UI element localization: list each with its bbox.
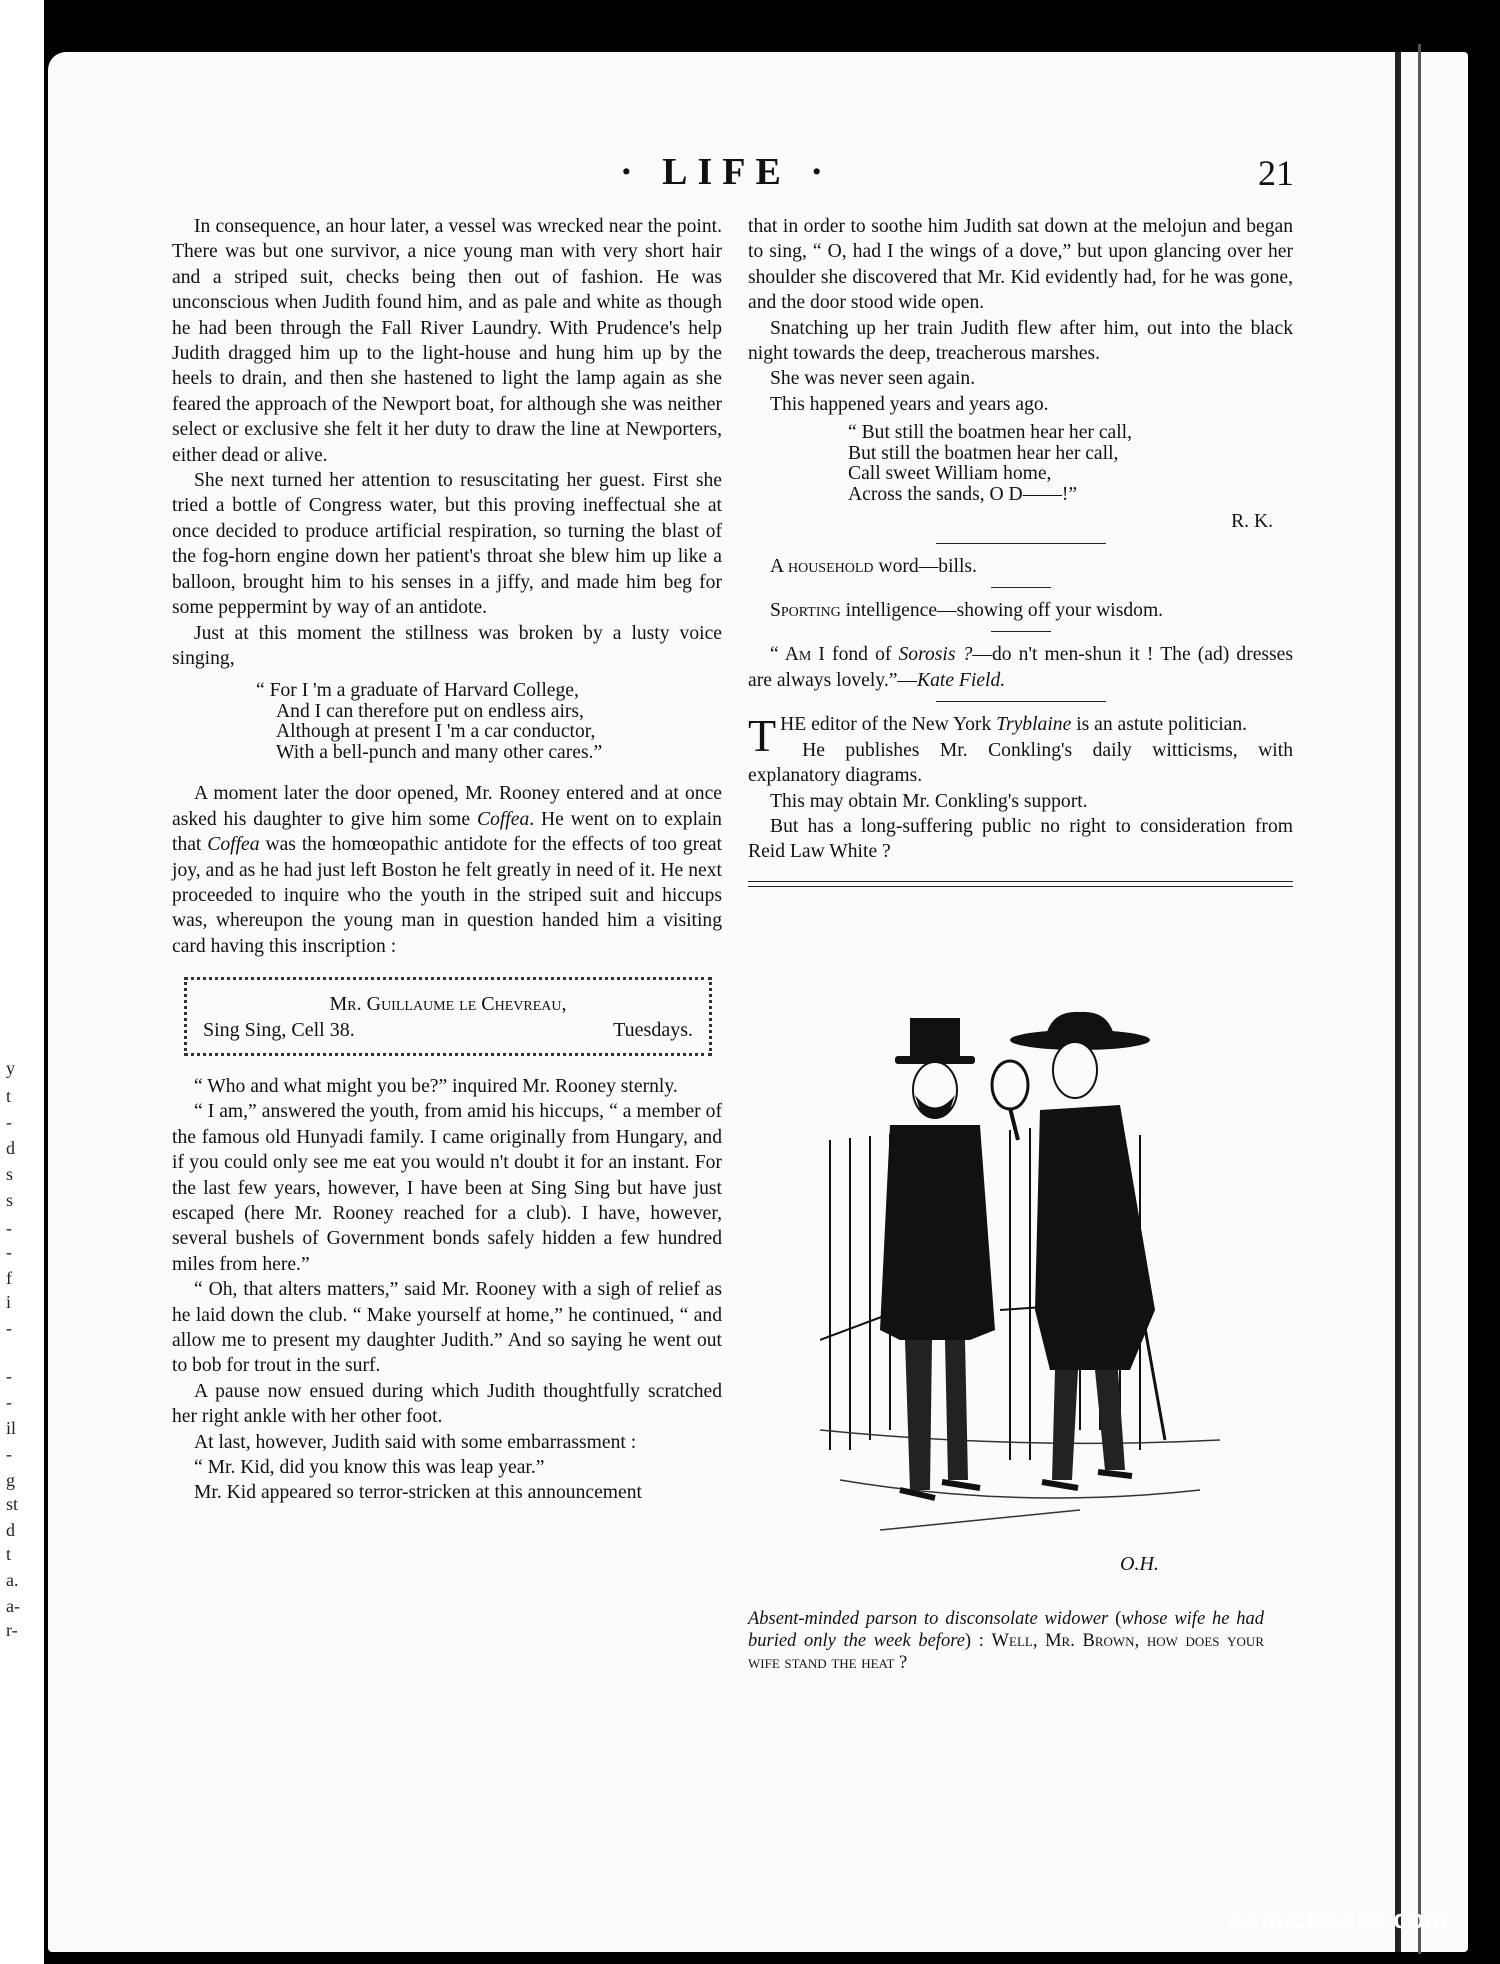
divider-rule bbox=[936, 701, 1106, 702]
paragraph: Snatching up her train Judith flew after him, out into the black night towards the deep, treacherous marshes. bbox=[748, 317, 1293, 365]
caption-aside: whose wife he had buried only the week before bbox=[748, 1609, 1264, 1651]
quote-author: Kate Field. bbox=[917, 669, 1006, 691]
verse-line: Although at present I 'm a car conductor, bbox=[276, 721, 596, 743]
verse-line: And I can therefore put on endless airs, bbox=[276, 700, 584, 722]
visiting-card bbox=[184, 977, 712, 1056]
margin-fragment: - bbox=[6, 1318, 12, 1338]
song-verse bbox=[256, 681, 722, 763]
margin-fragment: g bbox=[6, 1470, 15, 1490]
paragraph: “ Oh, that alters matters,” said Mr. Rooney with a sigh of relief as he laid down the club. “ Make yourself at home,” he continued, “ and allow me to present my daughter Judith.” And so saying he went out to bob for trout in the surf. bbox=[172, 1279, 722, 1377]
small-caps-lead: Sporting bbox=[770, 600, 841, 622]
hand-mirror bbox=[992, 1061, 1028, 1109]
joke-line bbox=[748, 598, 1293, 623]
margin-fragment: - bbox=[6, 1444, 12, 1464]
verse-line: Across the sands, O D——!” bbox=[848, 483, 1078, 505]
paragraph: She next turned her attention to resuscitating her guest. First she tried a bottle of Congress water, but this proving ineffectual she at once decided to produce artificial respiration, so turning the blast of the fog-horn engine down her patient's throat she blew him up like a balloon, brought him to his senses in a jiffy, and made him beg for some peppermint by way of an antidote. bbox=[172, 470, 722, 619]
paragraph bbox=[172, 781, 722, 959]
margin-fragment: t bbox=[6, 1544, 12, 1564]
small-caps-lead: A household bbox=[770, 555, 874, 577]
paragraph: “ Who and what might you be?” inquired Mr. Rooney sternly. bbox=[194, 1075, 678, 1097]
masthead-title: · LIFE · bbox=[620, 151, 834, 193]
margin-fragment: f bbox=[6, 1268, 12, 1288]
margin-fragment: t bbox=[6, 1086, 12, 1106]
adjacent-page-edge bbox=[0, 0, 44, 1964]
margin-fragment: i bbox=[6, 1292, 12, 1312]
italic-term: Sorosis ? bbox=[898, 644, 973, 666]
margin-fragment: r- bbox=[6, 1620, 18, 1640]
paragraph: Just at this moment the stillness was broken by a lusty voice singing, bbox=[172, 622, 722, 669]
left-column bbox=[172, 214, 722, 1506]
italic-term: Coffea bbox=[207, 834, 260, 856]
paragraph: that in order to soothe him Judith sat down at the melojun and began to sing, “ O, had I the wings of a dove,” but upon glancing over her shoulder she discovered that Mr. Kid evidently had, for he was gone, and the door stood wide open. bbox=[748, 216, 1293, 314]
text-run: —do n't men-shun it ! The (ad) dresses are always lovely.”— bbox=[748, 644, 1293, 691]
text-run: HE editor of the New York bbox=[780, 714, 997, 736]
margin-fragment: s bbox=[6, 1190, 14, 1210]
margin-fragment: y bbox=[6, 1058, 15, 1078]
margin-fragment: - bbox=[6, 1392, 12, 1412]
cartoon-caption bbox=[748, 1608, 1264, 1674]
margin-fragment: s bbox=[6, 1164, 14, 1184]
divider-rule bbox=[991, 631, 1051, 632]
paragraph: This happened years and years ago. bbox=[770, 393, 1049, 415]
text-run: word—bills. bbox=[873, 555, 977, 577]
text-run: intelligence—showing off your wisdom. bbox=[840, 600, 1164, 622]
margin-fragment: - bbox=[6, 1242, 12, 1262]
text-run: is an astute politician. bbox=[1071, 714, 1248, 736]
text-run: ( bbox=[1108, 1609, 1122, 1629]
caption-quote: Well, Mr. Brown, how does your wife stand the heat ? bbox=[748, 1631, 1264, 1673]
divider-rule bbox=[991, 587, 1051, 588]
page-number: 21 bbox=[1258, 153, 1294, 193]
paragraph: “ I am,” answered the youth, from amid his hiccups, “ a member of the famous old Hunyadi family. I came originally from Hungary, and if you could only see me eat you would n't doubt it for an instant. For the last few years, however, I have been at Sing Sing but have just escaped (here Mr. Rooney reached for a club). I have, however, several bushels of Government bonds safely hidden a few hundred miles from here.” bbox=[172, 1101, 722, 1275]
page-edge-shadow bbox=[1395, 52, 1401, 1952]
song-verse bbox=[848, 423, 1293, 505]
text-run: A moment later the door opened, Mr. Rooney entered and at once asked his daughter to give him some bbox=[172, 783, 722, 830]
text-run: fond of bbox=[824, 644, 899, 666]
paragraph: In consequence, an hour later, a vessel was wrecked near the point. There was but one survivor, a nice young man with very short hair and a striped suit, checks being then out of fashion. He was unconscious when Judith found him, and as pale and white as though he had been through the Fall River Laundry. With Prudence's help Judith dragged him up to the light-house and hung him up by the heels to drain, and then she hastened to light the lamp again as she feared the approach of the Newport boat, for although she was neither select or exclusive she felt it her duty to draw the line at Newporters, either dead or alive. bbox=[172, 216, 722, 466]
margin-fragment: - bbox=[6, 1112, 12, 1132]
paragraph bbox=[748, 710, 1293, 762]
margin-fragment: - bbox=[6, 1218, 12, 1238]
paragraph: This may obtain Mr. Conkling's support. bbox=[770, 790, 1088, 812]
paragraph: She was never seen again. bbox=[770, 368, 976, 390]
right-column bbox=[748, 214, 1293, 905]
card-day: Tuesdays. bbox=[613, 1018, 693, 1041]
margin-fragment: a. bbox=[6, 1570, 19, 1590]
paragraph: He publishes Mr. Conkling's daily witticisms, with explanatory diagrams. bbox=[748, 739, 1293, 787]
caption-setup: Absent-minded parson to disconsolate widower bbox=[748, 1609, 1109, 1629]
verse-line: But still the boatmen hear her call, bbox=[848, 442, 1119, 464]
divider-rule bbox=[936, 543, 1106, 544]
drop-cap: T bbox=[748, 710, 777, 762]
paragraph: At last, however, Judith said with some embarrassment : bbox=[194, 1431, 637, 1453]
text-run: was the homœopathic antidote for the effects of too great joy, and as he had just left Boston he felt greatly in need of it. He next proceeded to inquire who the youth in the striped suit and hiccups was, whereupon the young man in question handed him a visiting card having this inscription : bbox=[172, 834, 722, 957]
text-run: . He went on to explain that bbox=[172, 808, 722, 856]
double-rule bbox=[748, 881, 1293, 887]
paragraph: A pause now ensued during which Judith thoughtfully scratched her right ankle with her other foot. bbox=[172, 1380, 722, 1428]
joke-line bbox=[748, 642, 1293, 693]
cartoon-illustration bbox=[820, 1010, 1220, 1590]
paragraph: But has a long-suffering public no right to consideration from Reid Law White ? bbox=[748, 815, 1293, 863]
page-header bbox=[0, 150, 1500, 200]
text-run: ) : bbox=[964, 1631, 992, 1651]
small-caps-lead: “ Am I bbox=[770, 644, 825, 666]
verse-line: “ For I 'm a graduate of Harvard College, bbox=[256, 680, 579, 702]
margin-fragment: d bbox=[6, 1138, 15, 1158]
paragraph: “ Mr. Kid, did you know this was leap year.” bbox=[194, 1457, 545, 1479]
verse-line: “ But still the boatmen hear her call, bbox=[848, 422, 1133, 444]
verse-line: With a bell-punch and many other cares.” bbox=[276, 741, 603, 763]
card-name: Mr. Guillaume le Chevreau, bbox=[329, 993, 567, 1016]
author-signature: R. K. bbox=[1231, 511, 1273, 533]
margin-fragment: il bbox=[6, 1418, 17, 1438]
page-edge-line bbox=[1418, 44, 1421, 1954]
margin-fragment: a- bbox=[6, 1596, 20, 1616]
card-details bbox=[203, 1018, 693, 1043]
verse-line: Call sweet William home, bbox=[848, 463, 1052, 485]
watermark: comicbooks.com bbox=[1228, 1904, 1449, 1934]
paragraph: Mr. Kid appeared so terror-stricken at this announcement bbox=[194, 1482, 642, 1504]
artist-signature: O.H. bbox=[1120, 1553, 1159, 1575]
widower-figure bbox=[880, 1018, 995, 1498]
margin-fragment: st bbox=[6, 1494, 19, 1514]
card-address: Sing Sing, Cell 38. bbox=[203, 1018, 355, 1041]
italic-term: Coffea bbox=[477, 808, 530, 830]
italic-term: Tryblaine bbox=[996, 714, 1072, 736]
margin-fragment: - bbox=[6, 1366, 12, 1386]
joke-line bbox=[748, 554, 1293, 579]
ground-hatching bbox=[820, 1430, 1220, 1530]
margin-fragment: d bbox=[6, 1520, 15, 1540]
